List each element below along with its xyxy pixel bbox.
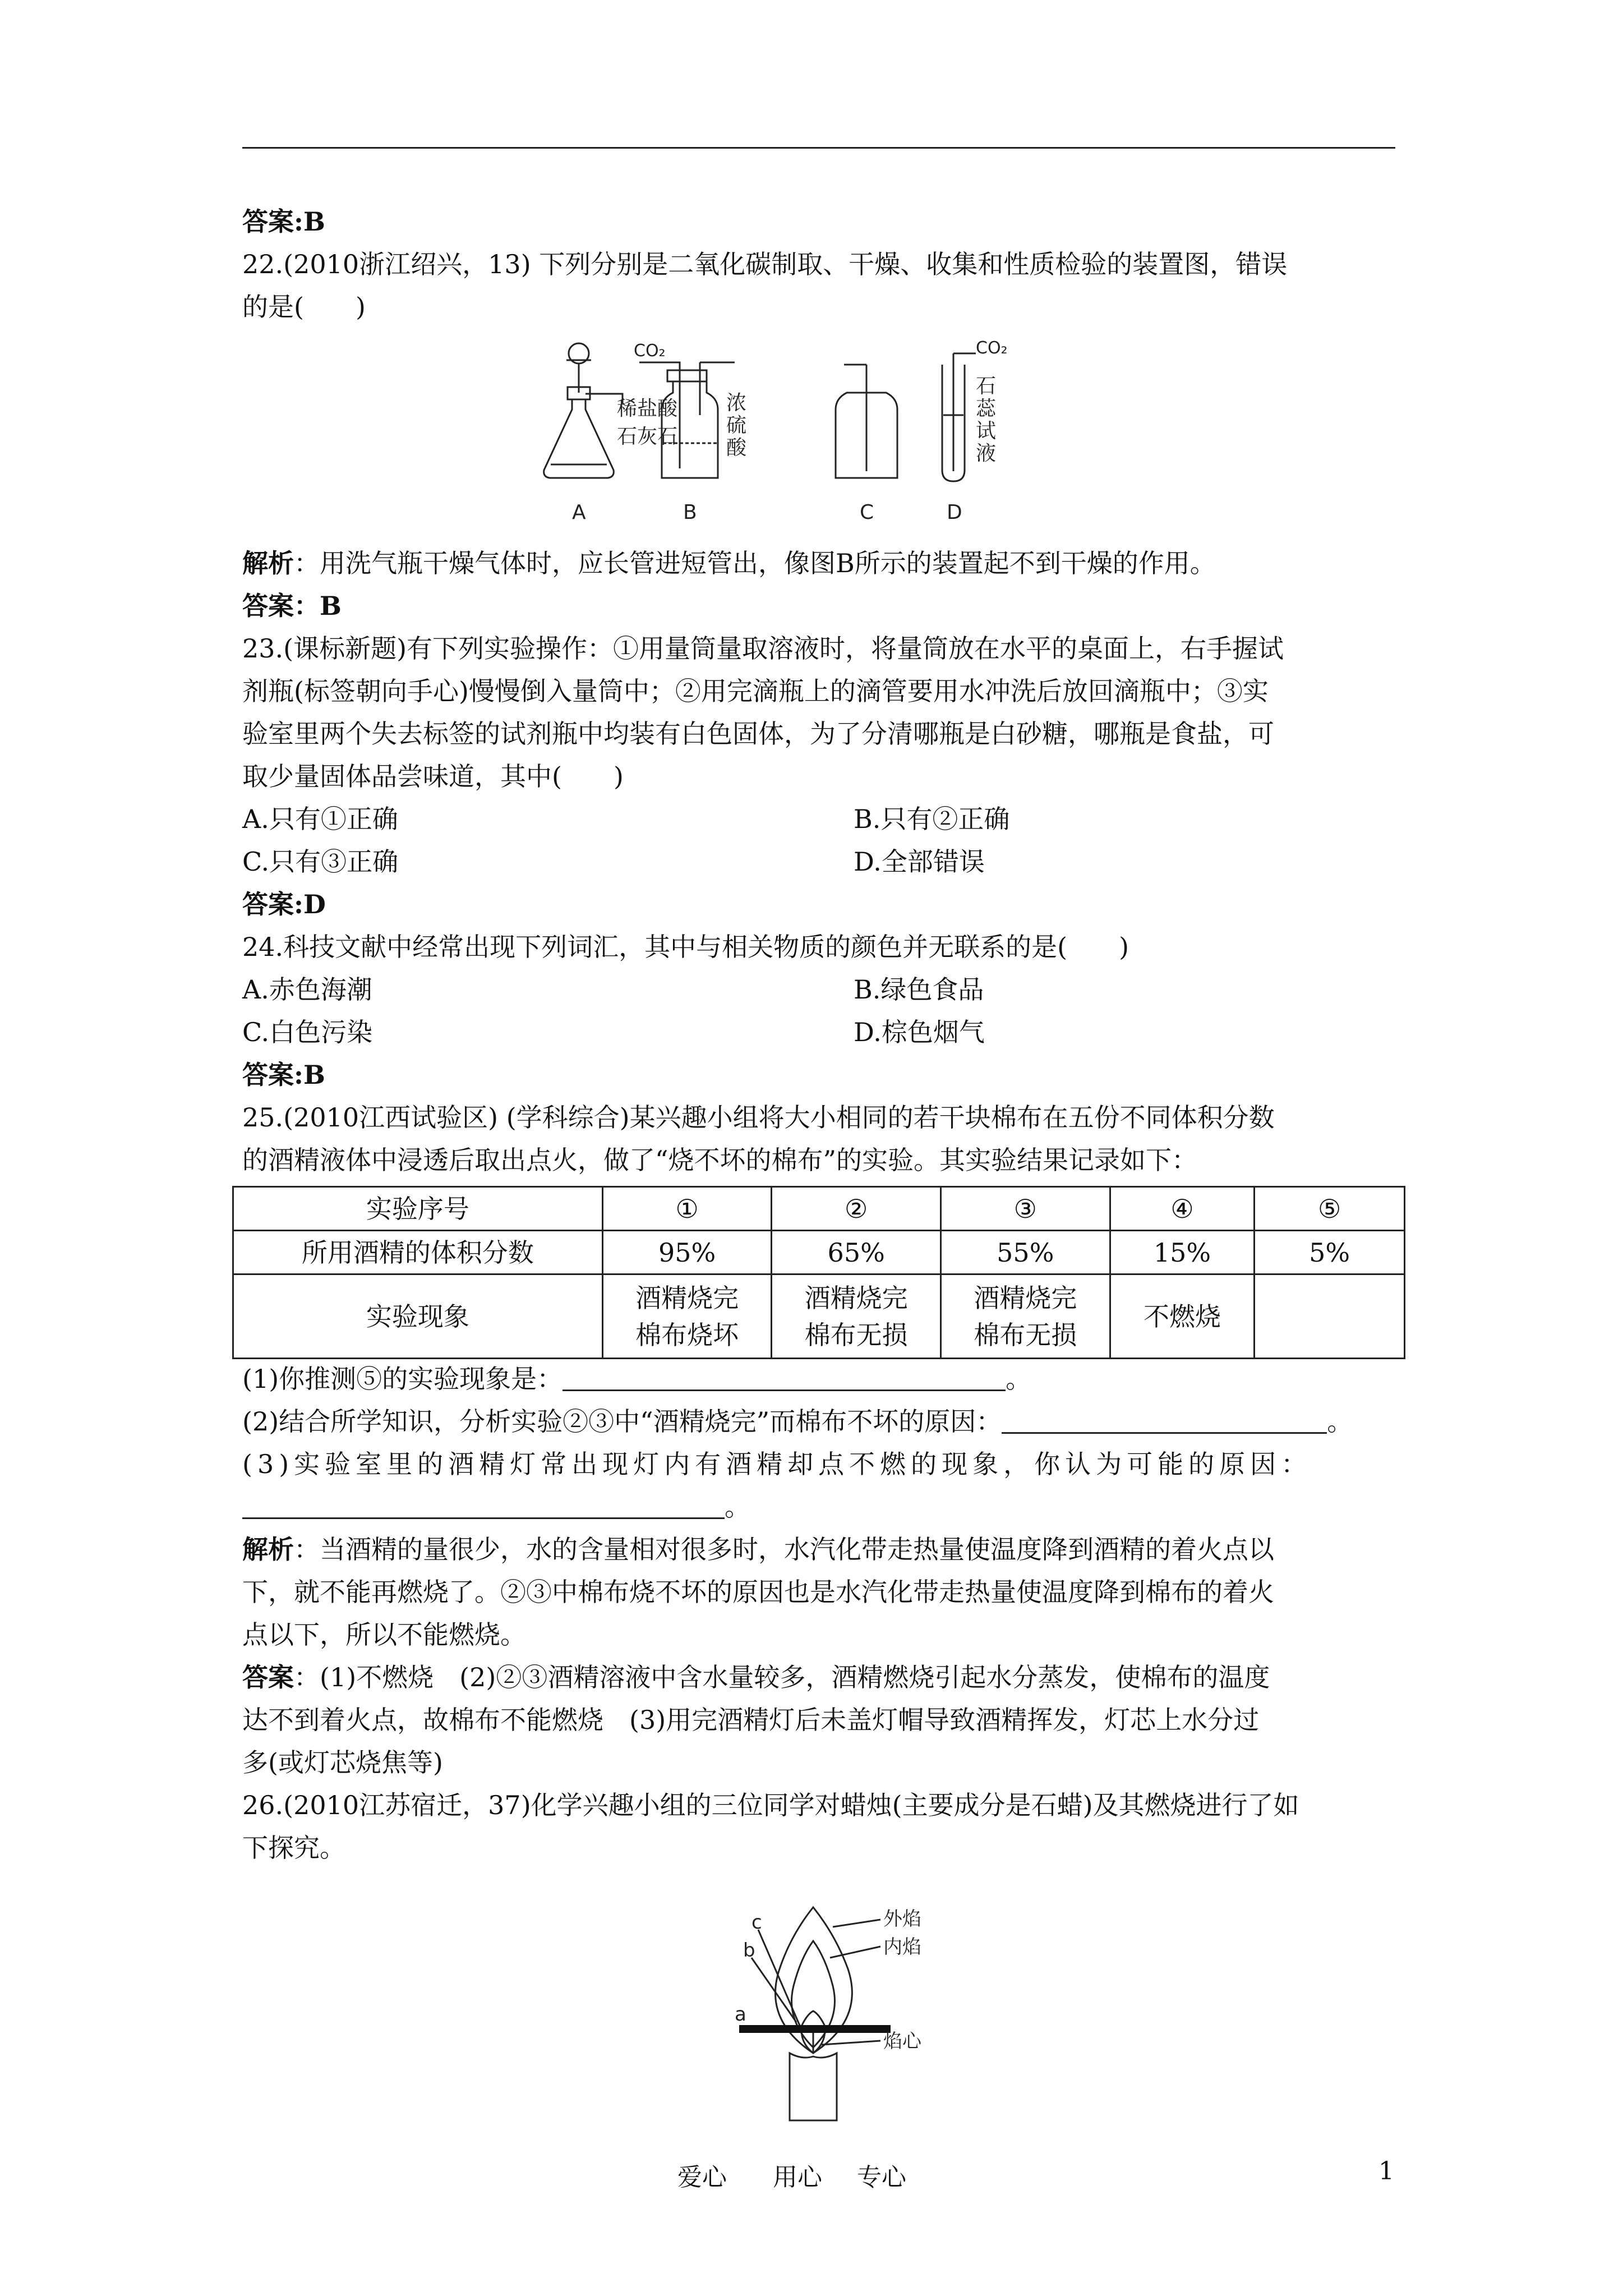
q22-analysis-text: ：用洗气瓶干燥气体时，应长管进短管出，像图B所示的装置起不到干燥的作用。 bbox=[294, 548, 1216, 578]
table-cell bbox=[772, 1274, 941, 1359]
table-cell bbox=[1255, 1274, 1405, 1359]
table-cell: 55% bbox=[940, 1231, 1110, 1274]
table-cell: 5% bbox=[1255, 1231, 1405, 1274]
q24-line-1: 24.科技文献中经常出现下列词汇，其中与相关物质的颜色并无联系的是( ) bbox=[242, 932, 1129, 962]
label-inner-flame: 内焰 bbox=[883, 1936, 921, 1958]
cell-line: 棉布无损 bbox=[974, 1319, 1077, 1350]
table-cell: ⑤ bbox=[1255, 1187, 1405, 1231]
q25-answer-label: 答案 bbox=[242, 1662, 294, 1692]
q25-sub-1-text: (1)你推测⑤的实验现象是： bbox=[242, 1364, 563, 1394]
q25-sub-3: (3)实验室里的酒精灯常出现灯内有酒精却点不燃的现象，你认为可能的原因： bbox=[242, 1449, 1312, 1479]
q23-option-a: A.只有①正确 bbox=[242, 804, 398, 834]
table-row bbox=[233, 1231, 1405, 1274]
table-cell: 65% bbox=[772, 1231, 941, 1274]
label-sulfuric-1: 浓 bbox=[726, 392, 747, 415]
q23-line-4: 取少量固体品尝味道，其中( ) bbox=[242, 761, 624, 792]
label-A: A bbox=[572, 501, 586, 524]
q23-option-d: D.全部错误 bbox=[854, 846, 985, 877]
q26-line-1: 26.(2010江苏宿迁，37)化学兴趣小组的三位同学对蜡烛(主要成分是石蜡)及其燃烧进行了如 bbox=[242, 1790, 1299, 1820]
q22-line-1: 22.(2010浙江绍兴，13) 下列分别是二氧化碳制取、干燥、收集和性质检验的装置图，错误 bbox=[242, 249, 1288, 279]
table-header-cell: 实验现象 bbox=[233, 1274, 603, 1359]
cell-line: 酒精烧完 bbox=[804, 1282, 908, 1313]
label-D: D bbox=[947, 501, 962, 524]
label-limestone: 石灰石 bbox=[617, 425, 678, 448]
q25-line-2: 的酒精液体中浸透后取出点火，做了“烧不坏的棉布”的实验。其实验结果记录如下： bbox=[242, 1145, 1198, 1175]
header-rule bbox=[242, 147, 1395, 149]
label-sulfuric-3: 酸 bbox=[726, 436, 747, 459]
cell-line: 不燃烧 bbox=[1143, 1301, 1221, 1332]
label-co2-in: CO₂ bbox=[634, 341, 666, 361]
answer-blank[interactable] bbox=[242, 1492, 725, 1519]
label-co2-d: CO₂ bbox=[976, 338, 1008, 358]
label-litmus-1: 石 bbox=[976, 375, 997, 398]
q23-option-b: B.只有②正确 bbox=[854, 804, 1010, 834]
label-C: C bbox=[860, 501, 874, 524]
q25-sub-3-blank-line bbox=[242, 1485, 1395, 1528]
q25-answer-text-1: ：(1)不燃烧 (2)②③酒精溶液中含水量较多，酒精燃烧引起水分蒸发，使棉布的温度 bbox=[294, 1662, 1270, 1692]
label-c: c bbox=[751, 1911, 762, 1934]
label-b: b bbox=[743, 1939, 755, 1962]
q23-line-1: 23.(课标新题)有下列实验操作：①用量筒量取溶液时，将量筒放在水平的桌面上，右手握试 bbox=[242, 633, 1284, 664]
experiment-table bbox=[232, 1186, 1405, 1359]
q25-sub-1 bbox=[242, 1358, 1395, 1400]
label-B: B bbox=[683, 501, 697, 524]
q24-option-c: C.白色污染 bbox=[242, 1017, 373, 1047]
q25-analysis-1 bbox=[242, 1528, 1395, 1571]
footer-motto-3: 专心 bbox=[857, 2163, 906, 2192]
q23-line-2: 剂瓶(标签朝向手心)慢慢倒入量筒中；②用完滴瓶上的滴管要用水冲洗后放回滴瓶中；③实 bbox=[242, 676, 1269, 706]
q25-sub-2 bbox=[242, 1400, 1395, 1443]
q25-line-1: 25.(2010江西试验区) (学科综合)某兴趣小组将大小相同的若干块棉布在五份不同体积分数 bbox=[242, 1102, 1275, 1133]
label-outer-flame: 外焰 bbox=[883, 1908, 921, 1930]
answer-21: 答案:B bbox=[242, 206, 325, 237]
table-cell bbox=[602, 1274, 772, 1359]
q26-line-2: 下探究。 bbox=[242, 1833, 345, 1863]
q24-option-b: B.绿色食品 bbox=[854, 974, 984, 1005]
page-number: 1 bbox=[1378, 2157, 1394, 2185]
q25-analysis-3: 点以下，所以不能燃烧。 bbox=[242, 1619, 526, 1650]
q25-answer-2: 达不到着火点，故棉布不能燃烧 (3)用完酒精灯后未盖灯帽导致酒精挥发，灯芯上水分过 bbox=[242, 1705, 1260, 1735]
q25-analysis-text-1: ：当酒精的量很少，水的含量相对很多时，水汽化带走热量使温度降到酒精的着火点以 bbox=[294, 1534, 1274, 1565]
q24-option-a: A.赤色海潮 bbox=[242, 974, 372, 1005]
table-cell: ③ bbox=[940, 1187, 1110, 1231]
q23-option-c: C.只有③正确 bbox=[242, 846, 399, 877]
label-flame-core: 焰心 bbox=[883, 2030, 921, 2053]
match-stick bbox=[739, 2025, 891, 2033]
footer-motto-1: 爱心 bbox=[677, 2163, 727, 2192]
table-header-cell: 所用酒精的体积分数 bbox=[233, 1231, 603, 1274]
co2-apparatus-figure bbox=[533, 331, 1088, 539]
answer-blank[interactable] bbox=[1002, 1406, 1327, 1434]
label-litmus-3: 试 bbox=[976, 420, 997, 443]
cell-line: 酒精烧完 bbox=[635, 1282, 739, 1313]
label-acid: 稀盐酸 bbox=[617, 397, 678, 420]
q25-sub-2-end: 。 bbox=[1327, 1406, 1353, 1437]
table-cell: 95% bbox=[602, 1231, 772, 1274]
q24-answer: 答案:B bbox=[242, 1060, 325, 1090]
cell-line: 棉布烧坏 bbox=[635, 1319, 739, 1350]
table-cell: ① bbox=[602, 1187, 772, 1231]
label-litmus-2: 蕊 bbox=[976, 397, 997, 420]
q23-answer: 答案:D bbox=[242, 889, 326, 919]
table-header-cell: 实验序号 bbox=[233, 1187, 603, 1231]
q22-analysis-label: 解析 bbox=[242, 548, 294, 578]
table-cell: 15% bbox=[1110, 1231, 1255, 1274]
q25-sub-2-text: (2)结合所学知识，分析实验②③中“酒精烧完”而棉布不坏的原因： bbox=[242, 1406, 1002, 1437]
label-litmus-4: 液 bbox=[976, 442, 997, 465]
q24-option-d: D.棕色烟气 bbox=[854, 1017, 985, 1047]
q23-line-3: 验室里两个失去标签的试剂瓶中均装有白色固体，为了分清哪瓶是白砂糖，哪瓶是食盐，可 bbox=[242, 719, 1274, 749]
label-a: a bbox=[735, 2003, 746, 2026]
q25-sub-3-end: 。 bbox=[725, 1492, 750, 1522]
table-cell: ② bbox=[772, 1187, 941, 1231]
candle-flame-figure bbox=[718, 1885, 965, 2126]
cell-line: 棉布无损 bbox=[804, 1319, 908, 1350]
table-cell: ④ bbox=[1110, 1187, 1255, 1231]
q25-analysis-label: 解析 bbox=[242, 1534, 294, 1565]
q25-answer-3: 多(或灯芯烧焦等) bbox=[242, 1747, 443, 1778]
q22-answer: 答案：B bbox=[242, 591, 342, 621]
answer-blank[interactable] bbox=[562, 1364, 1006, 1391]
q25-sub-1-end: 。 bbox=[1006, 1364, 1032, 1394]
q25-answer-1 bbox=[242, 1656, 1395, 1699]
table-row bbox=[233, 1187, 1405, 1231]
q22-line-2: 的是( ) bbox=[242, 292, 366, 322]
q25-analysis-2: 下，就不能再燃烧了。②③中棉布烧不坏的原因也是水汽化带走热量使温度降到棉布的着火 bbox=[242, 1577, 1274, 1607]
table-row bbox=[233, 1274, 1405, 1359]
table-cell bbox=[940, 1274, 1110, 1359]
table-cell bbox=[1110, 1274, 1255, 1359]
footer-motto-2: 用心 bbox=[773, 2163, 822, 2192]
q22-analysis bbox=[242, 542, 1395, 585]
label-sulfuric-2: 硫 bbox=[726, 414, 747, 437]
cell-line: 酒精烧完 bbox=[974, 1282, 1077, 1313]
